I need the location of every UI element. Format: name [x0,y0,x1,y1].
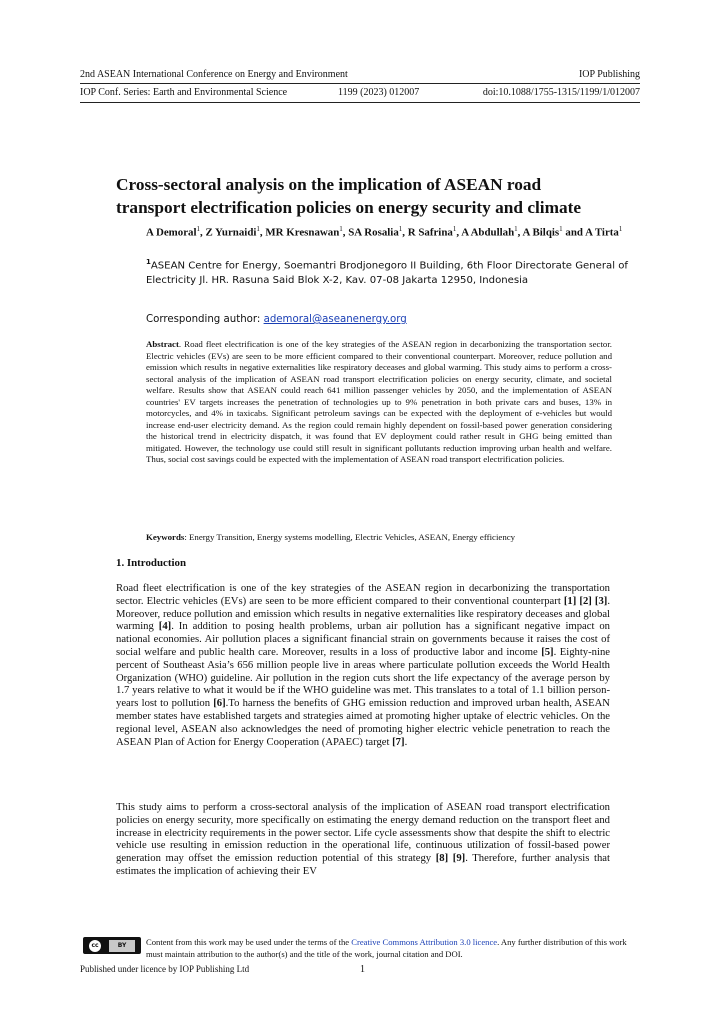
conference-name: 2nd ASEAN International Conference on Energy and Environment [80,69,348,80]
licence-notice [146,936,640,960]
paragraph-text: . Moreover, reduce pollution and emission which results in negative externalities like respiratory deceases and global warming [116,595,610,633]
paragraph-text: . Eighty-nine percent of Southeast Asia’s 656 million people live in areas where particulate pollution exceeds the World Health Organization (WHO) guideline. Air pollution in the region cuts short the life expectancy of the average person by 1.7 years relative to what it would be if the WHO guideline was met. This translates to a total of 1.1 billion person-years lost to pollution [116,646,610,710]
author-affiliation-mark: 1 [618,225,623,233]
author-affiliation-mark: 1 [256,225,260,233]
licence-post: . Any further distribution of this work must maintain attribution to the author(s) and the title of the work, journal citation and DOI. [146,937,627,959]
header-rule-top [80,83,640,84]
paragraph-text: Road fleet electrification is one of the key strategies of the ASEAN region in decarbonizing the transportation sector. Electric vehicles (EVs) are seen to be more efficient compared to their conventional counterpart [116,583,610,607]
author-name: A Demoral [146,226,197,239]
cc-by-badge[interactable] [83,937,141,954]
paragraph-text: . In addition to posing health problems, urban air pollution has a significant negative impact on national economies. Air pollution places a significant financial strain on governments because it raises the cost of social welfare and public health care. Moreover, results in a loss of productive labor and income [116,621,611,658]
author-name: A Abdullah [461,226,515,239]
author-affiliation-mark: 1 [559,225,563,233]
publisher-name: IOP Publishing [578,69,640,80]
citation-reference[interactable]: [5] [541,646,554,658]
author-separator: , [259,226,266,239]
paragraph-text: . Therefore, further analysis that estimates the implication of achieving their EV [116,853,610,877]
section-heading-introduction: 1. Introduction [116,557,186,569]
author-separator: , [200,226,206,239]
cc-licence-link[interactable]: Creative Commons Attribution 3.0 licence [351,937,498,947]
author-separator: , [402,226,408,239]
intro-paragraph-2 [116,802,610,879]
published-under: Published under licence by IOP Publishing Ltd [80,964,250,974]
paragraph-text: .To harness the benefits of GHG emission reduction and improved urban health, ASEAN member states have established targets and strategies aimed at promoting higher uptake of electric vehicles. On the regional level, ASEAN also acknowledges the need of promoting higher electric vehicle penetration to reach the ASEAN Plan of Action for Energy Cooperation (APAEC) target [116,698,610,748]
paper-title [116,173,636,219]
keywords [146,531,626,543]
author-separator: and [562,226,586,239]
author-name: MR Kresnawan [265,226,340,239]
paragraph-text: This study aims to perform a cross-sectoral analysis of the implication of ASEAN road transport electrification policies on energy security, more specifically on estimating the energy demand reduction on the transport fleet and increase in electricity requirements in the power sector. Life cycle assessments show that despite the shift to electric vehicle use resulting in emission reduction in the operational life, continuous utilization of fossil-based power generation may offset the emission reduction potential of this strategy [116,802,610,865]
page-number: 1 [360,964,365,975]
author-affiliation-mark: 1 [514,225,518,233]
title-line-2: transport electrification policies on energy security and climate [116,198,582,217]
affiliation [146,255,636,289]
doi: doi:10.1088/1755-1315/1199/1/012007 [482,87,640,98]
abstract-text: . Road fleet electrification is one of the key strategies of the ASEAN region in decarbonizing the transportation sector. Electric vehicles (EVs) are seen to be more efficient compared to their conventional counterpart. Moreover, reduce pollution and emission which results in negative externalities like respiratory deceases and global warming. This study aims to perform a cross-sectoral analysis of the implication of ASEAN road transport electrification policies on energy security, climate, and societal welfare. Results show that ASEAN could reach 641 million passenger vehicles by 2050, and the implementation of ASEAN countries' EV targets increases the penetration of technologies up to 9% penetration in both private cars and buses, 13% in motorcycles, and 4% in taxicabs. Significant petroleum savings can be expected with the deployment of e-vehicles but would increase end-user electricity demand. As the region could remain highly dependent on fossil-based power generation considering the historical trend in electricity dispatch, it was found that EV deployment could rather result in GHG being emitted than mitigated. However, the technology use could still result in significant pollutants reduction improving urban health and welfare. Thus, social cost savings could be expected with the implementation of ASEAN road transport electrification policies. [146,339,612,465]
corresponding-author [146,313,636,327]
author-name: SA Rosalia [348,226,399,239]
author-name: A Tirta [585,226,619,239]
paragraph-text: . [404,736,408,748]
author-affiliation-mark: 1 [339,225,343,233]
keywords-text: : Energy Transition, Energy systems modelling, Electric Vehicles, ASEAN, Energy efficiency [184,532,516,542]
citation-reference[interactable]: [6] [213,698,226,710]
journal-series: IOP Conf. Series: Earth and Environmental Science [80,87,288,98]
abstract-label: Abstract [146,339,179,349]
author-list [146,222,636,240]
header-rule-bottom [80,102,640,103]
volume-info: 1199 (2023) 012007 [338,87,420,98]
corresponding-label: Corresponding author: [146,314,264,325]
author-name: R Safrina [407,226,453,239]
citation-reference[interactable]: [7] [392,736,405,748]
author-name: A Bilqis [522,226,560,239]
corresponding-email-link[interactable]: ademoral@aseanenergy.org [263,314,407,325]
author-affiliation-mark: 1 [452,225,457,233]
author-affiliation-mark: 1 [398,225,403,233]
author-separator: , [517,226,523,239]
keywords-label: Keywords [146,532,185,542]
licence-pre: Content from this work may be used under the terms of the [146,937,352,947]
affiliation-mark: 1 [146,258,151,266]
author-name: Z Yurnaidi [205,226,257,239]
cc-icon: cc [89,940,101,952]
by-icon: BY [109,940,135,952]
intro-paragraph-1 [116,583,610,749]
affiliation-text: ASEAN Centre for Energy, Soemantri Brodjonegoro II Building, 6th Floor Directorate General of Electricity Jl. HR. Rasuna Said Blok X-2, Kav. 07-08 Jakarta 12950, Indonesia [146,260,628,286]
abstract [146,339,612,466]
citation-reference[interactable]: [4] [158,621,172,633]
title-line-1: Cross-sectoral analysis on the implication of ASEAN road [116,175,542,194]
citation-reference[interactable]: [8] [9] [435,853,466,865]
author-separator: , [456,226,462,239]
citation-reference[interactable]: [1] [2] [3] [563,595,608,607]
author-separator: , [342,226,349,239]
author-affiliation-mark: 1 [196,225,201,233]
